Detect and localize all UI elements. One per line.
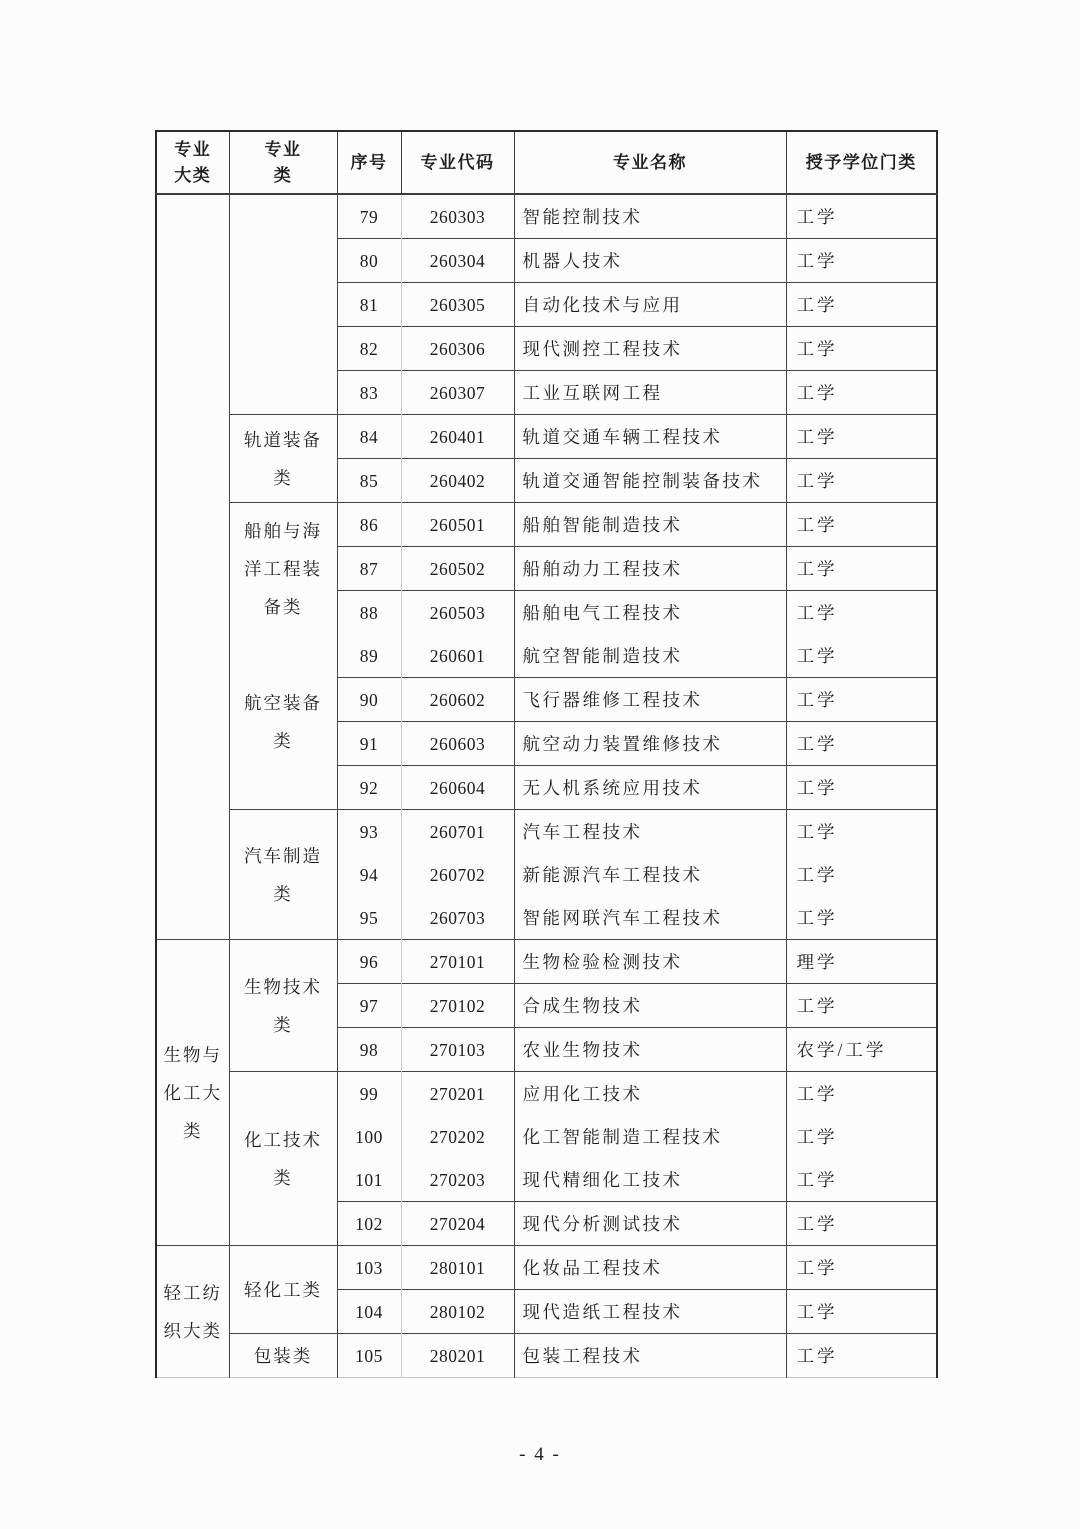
code-cell: 260601 — [401, 634, 514, 678]
name-cell: 应用化工技术 — [514, 1072, 786, 1116]
table-row — [156, 810, 937, 854]
name-cell: 轨道交通车辆工程技术 — [514, 415, 786, 459]
degree-cell: 工学 — [786, 1290, 937, 1334]
code-cell: 280101 — [401, 1246, 514, 1290]
code-cell: 260402 — [401, 459, 514, 503]
name-cell: 机器人技术 — [514, 239, 786, 283]
header-category: 专业 类 — [229, 131, 337, 194]
name-cell: 生物检验检测技术 — [514, 940, 786, 984]
serial-cell: 86 — [337, 503, 401, 547]
degree-cell: 工学 — [786, 194, 937, 239]
name-cell: 航空动力装置维修技术 — [514, 722, 786, 766]
serial-cell: 105 — [337, 1334, 401, 1378]
majors-table — [155, 130, 938, 1378]
serial-cell: 88 — [337, 591, 401, 635]
table-row — [156, 1334, 937, 1378]
degree-cell: 工学 — [786, 371, 937, 415]
header-serial: 序号 — [337, 131, 401, 194]
code-cell: 260503 — [401, 591, 514, 635]
name-cell: 现代分析测试技术 — [514, 1202, 786, 1246]
degree-cell: 工学 — [786, 239, 937, 283]
serial-cell: 96 — [337, 940, 401, 984]
degree-cell: 工学 — [786, 547, 937, 591]
degree-cell: 工学 — [786, 459, 937, 503]
major-category-cell: 生物与化工大类 — [156, 940, 229, 1246]
degree-cell: 工学 — [786, 1115, 937, 1158]
name-cell: 合成生物技术 — [514, 984, 786, 1028]
major-category-cell — [156, 194, 229, 940]
category-cell: 轨道装备类 — [229, 415, 337, 503]
code-cell: 270204 — [401, 1202, 514, 1246]
table-header-row — [156, 131, 937, 194]
category-cell: 生物技术类 — [229, 940, 337, 1072]
name-cell: 无人机系统应用技术 — [514, 766, 786, 810]
code-cell: 260303 — [401, 194, 514, 239]
name-cell: 船舶智能制造技术 — [514, 503, 786, 547]
serial-cell: 103 — [337, 1246, 401, 1290]
table-row — [156, 1072, 937, 1116]
degree-cell: 工学 — [786, 503, 937, 547]
serial-cell: 84 — [337, 415, 401, 459]
code-cell: 280201 — [401, 1334, 514, 1378]
degree-cell: 理学 — [786, 940, 937, 984]
header-major-code: 专业代码 — [401, 131, 514, 194]
code-cell: 260603 — [401, 722, 514, 766]
name-cell: 现代精细化工技术 — [514, 1158, 786, 1202]
serial-cell: 87 — [337, 547, 401, 591]
degree-cell: 工学 — [786, 678, 937, 722]
serial-cell: 100 — [337, 1115, 401, 1158]
name-cell: 智能网联汽车工程技术 — [514, 896, 786, 940]
degree-cell: 工学 — [786, 327, 937, 371]
name-cell: 包装工程技术 — [514, 1334, 786, 1378]
degree-cell: 工学 — [786, 1246, 937, 1290]
code-cell: 280102 — [401, 1290, 514, 1334]
serial-cell: 85 — [337, 459, 401, 503]
serial-cell: 104 — [337, 1290, 401, 1334]
name-cell: 船舶电气工程技术 — [514, 591, 786, 635]
serial-cell: 93 — [337, 810, 401, 854]
degree-cell: 工学 — [786, 984, 937, 1028]
degree-cell: 工学 — [786, 1072, 937, 1116]
code-cell: 260701 — [401, 810, 514, 854]
code-cell: 260604 — [401, 766, 514, 810]
serial-cell: 79 — [337, 194, 401, 239]
name-cell: 船舶动力工程技术 — [514, 547, 786, 591]
code-cell: 260703 — [401, 896, 514, 940]
serial-cell: 98 — [337, 1028, 401, 1072]
code-cell: 260702 — [401, 853, 514, 896]
serial-cell: 94 — [337, 853, 401, 896]
serial-cell: 101 — [337, 1158, 401, 1202]
table-row — [156, 1246, 937, 1290]
name-cell: 智能控制技术 — [514, 194, 786, 239]
serial-cell: 99 — [337, 1072, 401, 1116]
name-cell: 轨道交通智能控制装备技术 — [514, 459, 786, 503]
major-category-cell: 轻工纺织大类 — [156, 1246, 229, 1378]
code-cell: 270203 — [401, 1158, 514, 1202]
serial-cell: 97 — [337, 984, 401, 1028]
degree-cell: 工学 — [786, 1202, 937, 1246]
code-cell: 260602 — [401, 678, 514, 722]
category-cell: 汽车制造类 — [229, 810, 337, 940]
code-cell: 260305 — [401, 283, 514, 327]
header-major-name: 专业名称 — [514, 131, 786, 194]
serial-cell: 82 — [337, 327, 401, 371]
serial-cell: 102 — [337, 1202, 401, 1246]
name-cell: 农业生物技术 — [514, 1028, 786, 1072]
degree-cell: 工学 — [786, 634, 937, 678]
serial-cell: 90 — [337, 678, 401, 722]
table-row — [156, 503, 937, 547]
degree-cell: 工学 — [786, 896, 937, 940]
serial-cell: 83 — [337, 371, 401, 415]
header-degree-type: 授予学位门类 — [786, 131, 937, 194]
name-cell: 化工智能制造工程技术 — [514, 1115, 786, 1158]
degree-cell: 工学 — [786, 283, 937, 327]
degree-cell: 工学 — [786, 415, 937, 459]
degree-cell: 农学/工学 — [786, 1028, 937, 1072]
serial-cell: 81 — [337, 283, 401, 327]
table-body — [156, 194, 937, 1378]
serial-cell: 91 — [337, 722, 401, 766]
table-row — [156, 940, 937, 984]
name-cell: 化妆品工程技术 — [514, 1246, 786, 1290]
page-number: - 4 - — [519, 1444, 561, 1465]
name-cell: 飞行器维修工程技术 — [514, 678, 786, 722]
code-cell: 260502 — [401, 547, 514, 591]
degree-cell: 工学 — [786, 810, 937, 854]
code-cell: 260501 — [401, 503, 514, 547]
degree-cell: 工学 — [786, 591, 937, 635]
table-row — [156, 415, 937, 459]
code-cell: 260304 — [401, 239, 514, 283]
category-cell: 化工技术类 — [229, 1072, 337, 1246]
name-cell: 现代测控工程技术 — [514, 327, 786, 371]
degree-cell: 工学 — [786, 766, 937, 810]
name-cell: 现代造纸工程技术 — [514, 1290, 786, 1334]
code-cell: 260307 — [401, 371, 514, 415]
name-cell: 新能源汽车工程技术 — [514, 853, 786, 896]
degree-cell: 工学 — [786, 722, 937, 766]
category-cell: 航空装备类 — [229, 634, 337, 810]
degree-cell: 工学 — [786, 1158, 937, 1202]
serial-cell: 92 — [337, 766, 401, 810]
serial-cell: 80 — [337, 239, 401, 283]
table-row — [156, 194, 937, 239]
code-cell: 260306 — [401, 327, 514, 371]
degree-cell: 工学 — [786, 853, 937, 896]
category-cell — [229, 194, 337, 415]
serial-cell: 89 — [337, 634, 401, 678]
table-row — [156, 634, 937, 678]
name-cell: 汽车工程技术 — [514, 810, 786, 854]
code-cell: 270102 — [401, 984, 514, 1028]
code-cell: 270103 — [401, 1028, 514, 1072]
code-cell: 260401 — [401, 415, 514, 459]
code-cell: 270101 — [401, 940, 514, 984]
name-cell: 自动化技术与应用 — [514, 283, 786, 327]
category-cell: 轻化工类 — [229, 1246, 337, 1334]
code-cell: 270201 — [401, 1072, 514, 1116]
name-cell: 航空智能制造技术 — [514, 634, 786, 678]
degree-cell: 工学 — [786, 1334, 937, 1378]
code-cell: 270202 — [401, 1115, 514, 1158]
serial-cell: 95 — [337, 896, 401, 940]
name-cell: 工业互联网工程 — [514, 371, 786, 415]
header-major-category: 专业 大类 — [156, 131, 229, 194]
category-cell: 船舶与海洋工程装备类 — [229, 503, 337, 635]
category-cell: 包装类 — [229, 1334, 337, 1378]
